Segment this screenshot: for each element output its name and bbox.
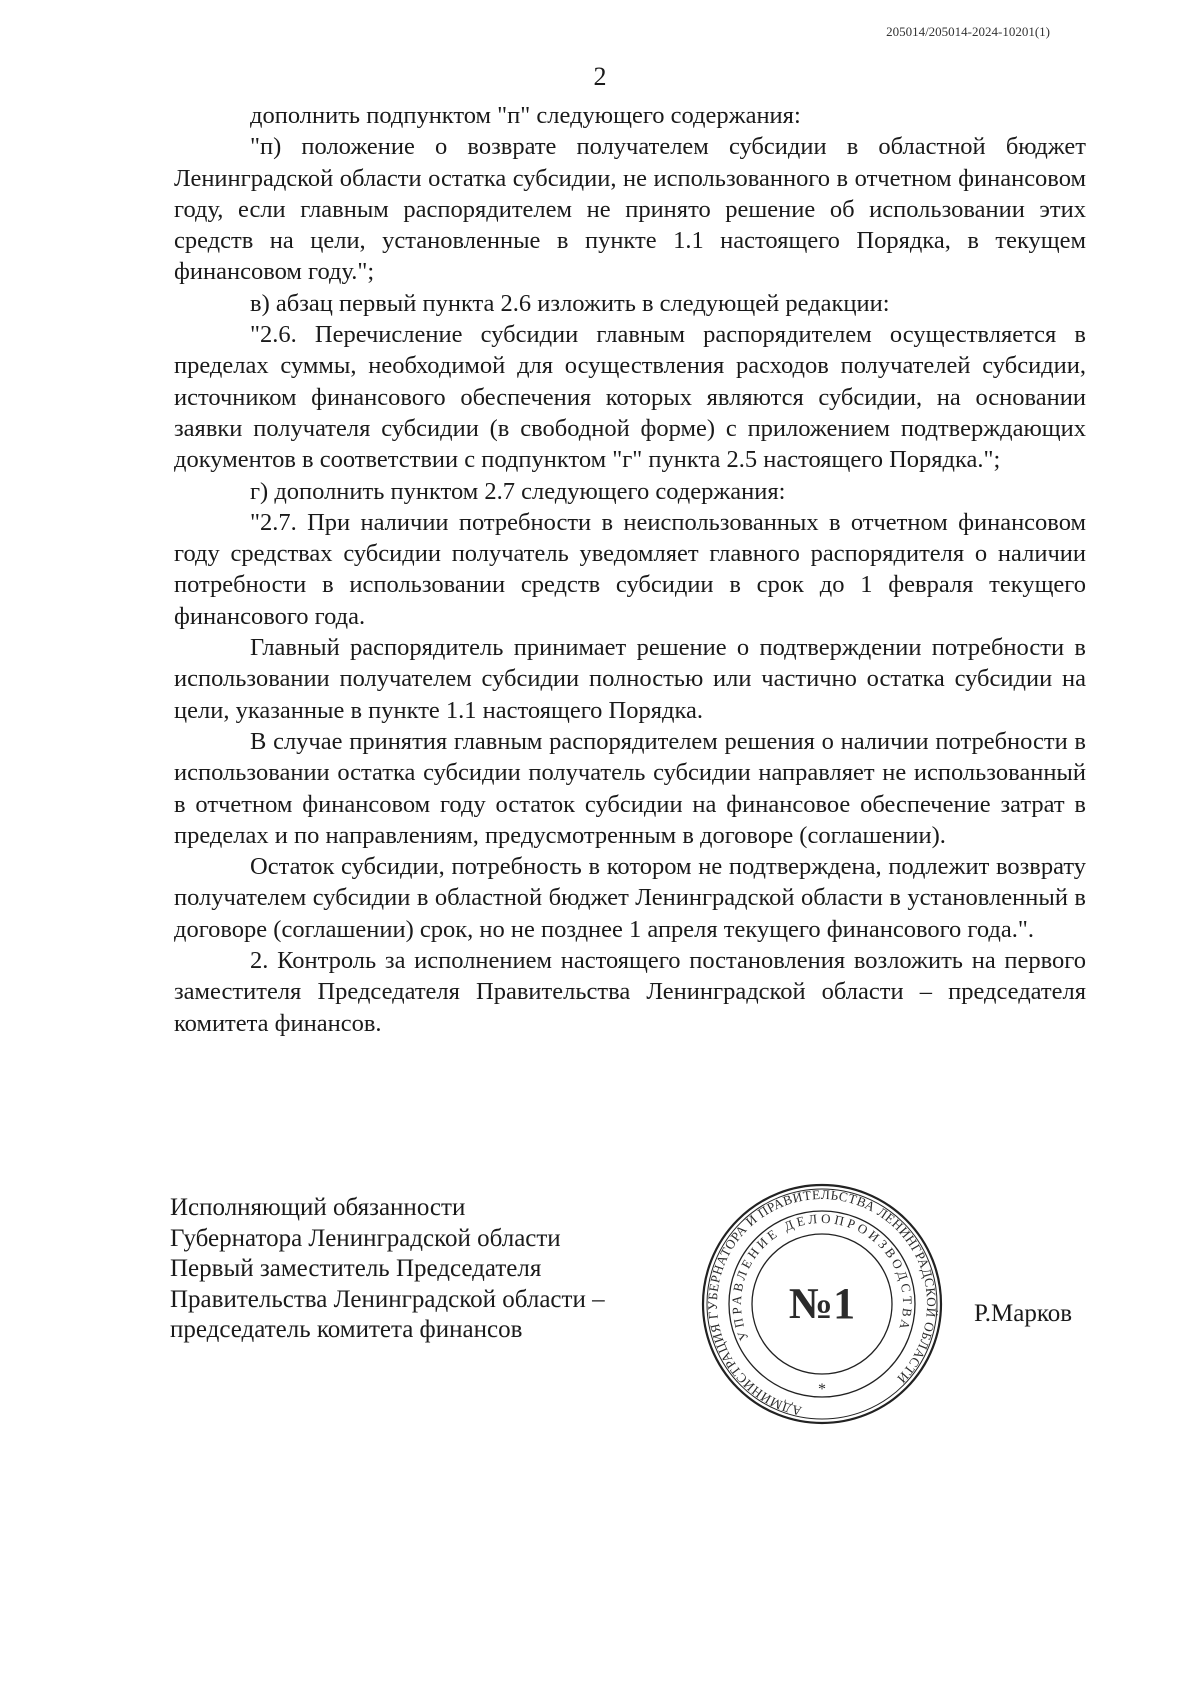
official-seal <box>700 1182 944 1426</box>
document-id: 205014/205014-2024-10201(1) <box>886 24 1050 39</box>
signer-name: Р.Марков <box>974 1300 1073 1327</box>
seal-outer-text: АДМИНИСТРАЦИЯ ГУБЕРНАТОРА И ПРАВИТЕЛЬСТВА ЛЕНИНГРАДСКОЙ ОБЛАСТИ <box>704 1186 940 1419</box>
signature-title-line: Первый заместитель Председателя <box>170 1255 542 1282</box>
paragraph: г) дополнить пунктом 2.7 следующего содержания: <box>250 477 786 505</box>
paragraph: "2.7. При наличии потребности в неиспользованных в отчетном финансовом году средствах субсидии получатель уведомляет главного распорядителя о наличии потребности в использовании средств субсидии в срок до 1 февраля текущего финансового года. <box>174 508 1086 630</box>
page-number: 2 <box>593 62 607 91</box>
paragraph: Главный распорядитель принимает решение о подтверждении потребности в использовании получателем субсидии полностью или частично остатка субсидии на цели, указанные в пункте 1.1 настоящего Порядка. <box>174 634 1086 724</box>
paragraph: в) абзац первый пункта 2.6 изложить в следующей редакции: <box>250 289 890 317</box>
seal-number: №1 <box>788 1279 856 1328</box>
paragraph: В случае принятия главным распорядителем решения о наличии потребности в использовании остатка субсидии получатель субсидии направляет не использованный в отчетном финансовом году остаток субсидии на финансовое обеспечение затрат в пределах и по направлениям, предусмотренным в договоре (соглашении). <box>174 727 1086 849</box>
signature-title-line: Губернатора Ленинградской области <box>170 1224 561 1252</box>
paragraph: 2. Контроль за исполнением настоящего постановления возложить на первого заместителя Председателя Правительства Ленинградской области – председателя комитета финансов. <box>174 947 1086 1037</box>
document-body <box>174 100 1086 1039</box>
seal-star: * <box>818 1381 826 1398</box>
paragraph: "п) положение о возврате получателем субсидии в областной бюджет Ленинградской области остатка субсидии, не использованного в отчетном финансовом году, если главным распорядителем не принято решение об использовании этих средств на цели, установленные в пункте 1.1 настоящего Порядка, в текущем финансовом году."; <box>174 133 1086 286</box>
paragraph: "2.6. Перечисление субсидии главным распорядителем осуществляется в пределах суммы, необходимой для осуществления расходов получателей субсидии, источником финансового обеспечения которых являются субсидии, на основании заявки получателя субсидии (в свободной форме) с приложением подтверждающих документов в соответствии с подпунктом "г" пункта 2.5 настоящего Порядка."; <box>174 321 1086 474</box>
seal-inner-text: УПРАВЛЕНИЕ ДЕЛОПРОИЗВОДСТВА <box>728 1210 916 1343</box>
paragraph: Остаток субсидии, потребность в котором не подтверждена, подлежит возврату получателем субсидии в областной бюджет Ленинградской области в установленный в договоре (соглашении) срок, но не позднее 1 апреля текущего финансового года.". <box>174 853 1086 943</box>
paragraph: дополнить подпунктом "п" следующего содержания: <box>250 102 801 129</box>
signature-title <box>170 1193 605 1346</box>
signature-title-line: председатель комитета финансов <box>170 1316 523 1343</box>
signature-title-line: Правительства Ленинградской области – <box>170 1285 605 1313</box>
signature-title-line: Исполняющий обязанности <box>170 1194 466 1221</box>
